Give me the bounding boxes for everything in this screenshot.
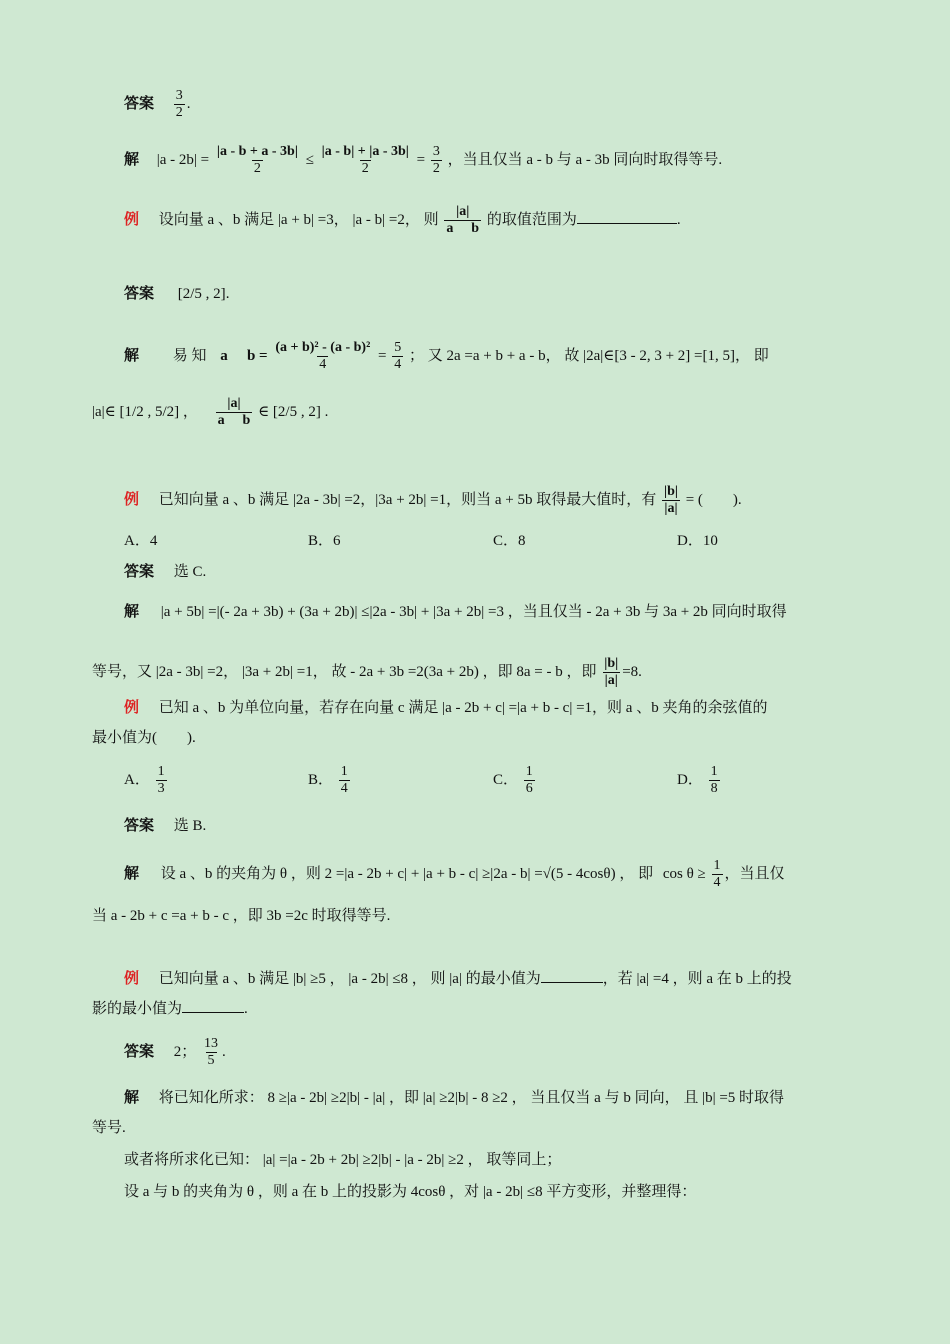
answer-line-3: 答案 选 C. bbox=[124, 564, 207, 580]
option-d: D．10 bbox=[677, 533, 718, 549]
answer-blank bbox=[577, 209, 677, 224]
option-d: D． $\frac{1}{8}$ bbox=[677, 764, 718, 796]
answer-blank bbox=[541, 968, 603, 983]
answer-line-2: 答案 [2/5 , 2]. bbox=[124, 286, 230, 302]
option-c: C． $\frac{1}{6}$ bbox=[493, 764, 533, 796]
option-b: B．6 bbox=[308, 533, 341, 549]
solution-line-2a: 解 易 知 a ⃞ b = $\frac{\text{(a + b)² - (a - b)²}}{4}$ = $\frac{5}{4}$ ； 又 2a =a + b + a - b， 故 |2a|∈[3 - 2, 3 + 2] =[1, 5]， 即 bbox=[124, 340, 769, 372]
answer-line-4: 答案 选 B. bbox=[124, 818, 207, 834]
example-label: 例 bbox=[124, 211, 140, 228]
answer-label: 答案 bbox=[124, 95, 155, 112]
example-4-question: 例 已知 a 、b 为单位向量，若存在向量 c 满足 |a - 2b + c| =|a + b - c| =1，则 a 、b 夹角的余弦值的 bbox=[124, 700, 768, 716]
option-b: B． $\frac{1}{4}$ bbox=[308, 764, 348, 796]
example-3-question: 例 已知向量 a 、b 满足 |2a - 3b| =2，|3a + 2b| =1，则当 a + 5b 取得最大值时，有 $\frac{|b|}{|a|}$ = ( ). bbox=[124, 484, 742, 516]
answer-fraction: $\frac{3}{2}$ bbox=[175, 88, 183, 120]
answer-line-5: 答案 2； $\frac{13}{5}$ . bbox=[124, 1036, 226, 1068]
solution-line-5c: 或者将所求化已知： |a| =|a - 2b + 2b| ≥2|b| - |a - 2b| ≥2 ， 取等同上； bbox=[124, 1152, 562, 1168]
solution-line-4a: 解 设 a 、b 的夹角为 θ ，则 2 =|a - 2b + c| + |a + b - c| ≥|2a - b| =√(5 - 4cosθ) ， 即 cos θ ≥ $\frac{1}{4}$ ，当且仅 bbox=[124, 858, 785, 890]
solution-line-4b: 当 a - 2b + c =a + b - c ，即 3b =2c 时取得等号. bbox=[92, 908, 391, 924]
solution-line-5d: 设 a 与 b 的夹角为 θ ，则 a 在 b 上的投影为 4cosθ ，对 |a - 2b| ≤8 平方变形，并整理得： bbox=[124, 1184, 697, 1200]
solution-line-1: 解 |a - 2b| = $\frac{|a - b + a - 3b|}{2}$ ≤ $\frac{|a - b| + |a - 3b|}{2}$ = $\frac{3}{2}$ ，当且仅当 a - b 与 a - 3b 同向时取得等号. bbox=[124, 144, 723, 176]
example-4-question-2: 最小值为( ). bbox=[92, 730, 196, 746]
answer-blank bbox=[182, 998, 244, 1013]
solution-line-3b: 等号，又 |2a - 3b| =2， |3a + 2b| =1， 故 - 2a + 3b =2(3a + 2b) ，即 8a = - b ，即 $\frac{|b|}{|a|}$ =8. bbox=[92, 656, 642, 688]
option-a: A． $\frac{1}{3}$ bbox=[124, 764, 165, 796]
solution-label: 解 bbox=[124, 151, 140, 168]
solution-line-3a: 解 |a + 5b| =|(- 2a + 3b) + (3a + 2b)| ≤|2a - 3b| + |3a + 2b| =3 ，当且仅当 - 2a + 3b 与 3a + 2b 同向时取得 bbox=[124, 604, 787, 620]
option-c: C．8 bbox=[493, 533, 526, 549]
example-5-question: 例 已知向量 a 、b 满足 |b| ≥5 ， |a - 2b| ≤8 ， 则 |a| 的最小值为 ，若 |a| =4 ，则 a 在 b 上的投 bbox=[124, 968, 792, 989]
solution-line-5a: 解 将已知化所求： 8 ≥|a - 2b| ≥2|b| - |a| ，即 |a| ≥2|b| - 8 ≥2 ， 当且仅当 a 与 b 同向， 且 |b| =5 时取得 bbox=[124, 1090, 785, 1106]
option-a: A．4 bbox=[124, 533, 158, 549]
answer-line-1: 答案 $\frac{3}{2}$ . bbox=[124, 88, 191, 120]
solution-line-2b: |a|∈ [1/2 , 5/2] ， $\frac{|a|}{a ⃞ b}$ ∈ [2/5 , 2] . bbox=[92, 396, 329, 428]
example-2-question: 例 设向量 a 、b 满足 |a + b| =3， |a - b| =2， 则 $\frac{|a|}{a ⃞ b}$ 的取值范围为 . bbox=[124, 204, 681, 236]
example-5-question-2: 影的最小值为 . bbox=[92, 998, 248, 1019]
solution-line-5b: 等号. bbox=[92, 1120, 126, 1136]
